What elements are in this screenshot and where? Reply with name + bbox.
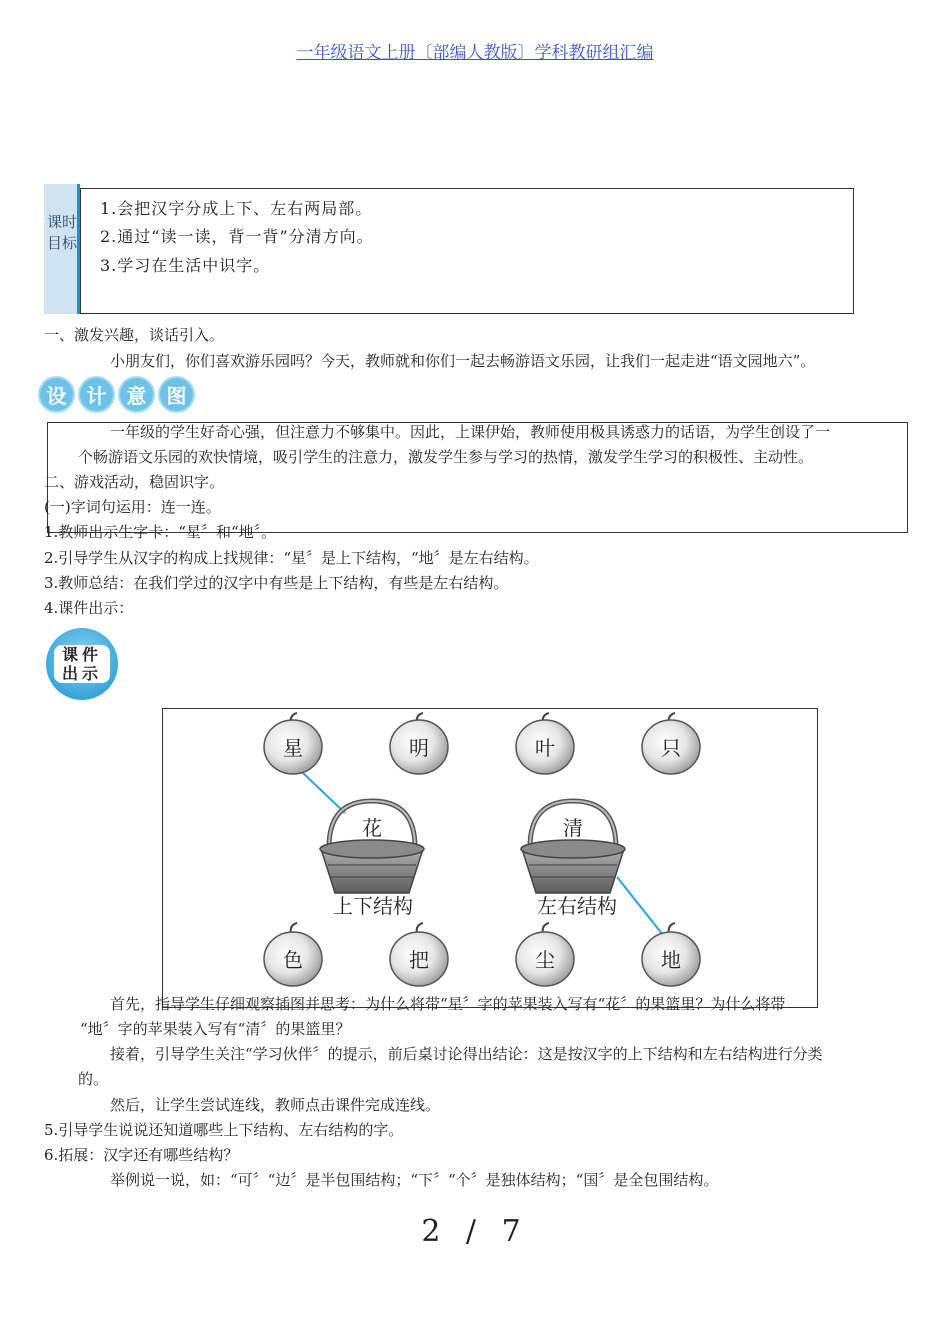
structure-label: 左右结构 xyxy=(537,894,617,918)
example-paragraph: 举例说一说，如：“可〞“边〞是半包围结构；“下〞“个〞是独体结构；“国〞是全包围结构。 xyxy=(110,1171,719,1189)
step-item: 3.教师总结：在我们学过的汉字中有些是上下结构，有些是左右结构。 xyxy=(44,574,509,592)
discussion-paragraph: 首先，指导学生仔细观察插图并思考：为什么将带“星〞字的苹果装入写有“花〞的果篮里？为什么将带 xyxy=(110,995,786,1013)
step-item: 2.引导学生从汉字的构成上找规律：“星〞是上下结构，“地〞是左右结构。 xyxy=(44,549,539,567)
design-intent-badge xyxy=(38,376,195,412)
basket-qing[interactable] xyxy=(521,801,625,893)
connect-line-xing-hua xyxy=(303,773,345,813)
apple-di[interactable] xyxy=(642,923,700,986)
step-item: 4.课件出示： xyxy=(44,599,134,617)
section1-heading: 一、激发兴趣，谈话引入。 xyxy=(44,326,225,344)
section2-subheading: (一)字词句运用：连一连。 xyxy=(44,498,221,516)
document-header-link[interactable]: 一年级语文上册〔部编人教版〕学科教研组汇编 xyxy=(296,43,654,63)
step-item: 6.拓展：汉字还有哪些结构？ xyxy=(44,1146,239,1164)
apple-label: 叶 xyxy=(535,736,555,760)
discussion-paragraph: 的。 xyxy=(78,1070,109,1088)
apple-ming[interactable] xyxy=(390,713,448,774)
apple-xing[interactable] xyxy=(264,713,322,774)
apple-label: 地 xyxy=(661,948,681,972)
discussion-paragraph: 接着，引导学生关注“学习伙伴〞的提示，前后桌讨论得出结论：这是按汉字的上下结构和左右结构进行分类 xyxy=(110,1045,823,1063)
apple-se[interactable] xyxy=(264,923,322,986)
discussion-paragraph: 然后，让学生尝试连线，教师点击课件完成连线。 xyxy=(110,1096,441,1114)
design-intent-line: 个畅游语文乐园的欢快情境，吸引学生的注意力，激发学生参与学习的热情，激发学生学习的积极性、主动性。 xyxy=(78,448,814,466)
badge-char: 设 xyxy=(38,376,75,413)
page-number: 2 / 7 xyxy=(421,1214,529,1249)
figure-canvas xyxy=(163,709,819,1009)
goal-item: 2.通过“读一读，背一背”分清方向。 xyxy=(100,227,374,246)
apple-ye[interactable] xyxy=(516,713,574,774)
badge-char: 计 xyxy=(78,376,115,413)
apple-chen[interactable] xyxy=(516,923,574,986)
basket-hua[interactable] xyxy=(320,801,424,893)
apple-label: 色 xyxy=(283,948,303,972)
goals-tab xyxy=(44,184,80,314)
connect-line-di-qing xyxy=(617,877,663,935)
apple-label: 星 xyxy=(283,736,303,760)
apple-label: 只 xyxy=(661,736,681,760)
structure-label: 上下结构 xyxy=(333,894,413,918)
step-item: 5.引导学生说说还知道哪些上下结构、左右结构的字。 xyxy=(44,1121,404,1139)
goals-tab-label: 课时目标 xyxy=(46,213,77,252)
goal-item: 3.学习在生活中识字。 xyxy=(100,256,271,275)
section2-heading: 二、游戏活动，稳固识字。 xyxy=(44,473,225,491)
goal-item: 1.会把汉字分成上下、左右两局部。 xyxy=(100,199,373,218)
courseware-badge xyxy=(46,628,118,700)
apple-label: 把 xyxy=(409,948,429,972)
apple-label: 尘 xyxy=(535,948,555,972)
step-item: 1.教师出示生字卡：“星〞和“地〞。 xyxy=(44,523,277,541)
section1-paragraph: 小朋友们，你们喜欢游乐园吗？今天，教师就和你们一起去畅游语文乐园，让我们一起走进“语文园地六”。 xyxy=(110,352,816,370)
discussion-paragraph: “地〞字的苹果装入写有“清〞的果篮里？ xyxy=(80,1020,351,1038)
apple-zhi[interactable] xyxy=(642,713,700,774)
badge-char: 图 xyxy=(158,376,195,413)
basket-label: 清 xyxy=(563,816,583,840)
apple-ba[interactable] xyxy=(390,923,448,986)
courseware-badge-label: 课件出示 xyxy=(54,645,110,683)
design-intent-line: 一年级的学生好奇心强，但注意力不够集中。因此，上课伊始，教师使用极具诱惑力的话语，为学生创设了一 xyxy=(110,423,831,441)
basket-label: 花 xyxy=(362,816,382,840)
apple-label: 明 xyxy=(409,736,429,760)
apple-basket-figure xyxy=(162,708,818,1008)
badge-char: 意 xyxy=(118,376,155,413)
